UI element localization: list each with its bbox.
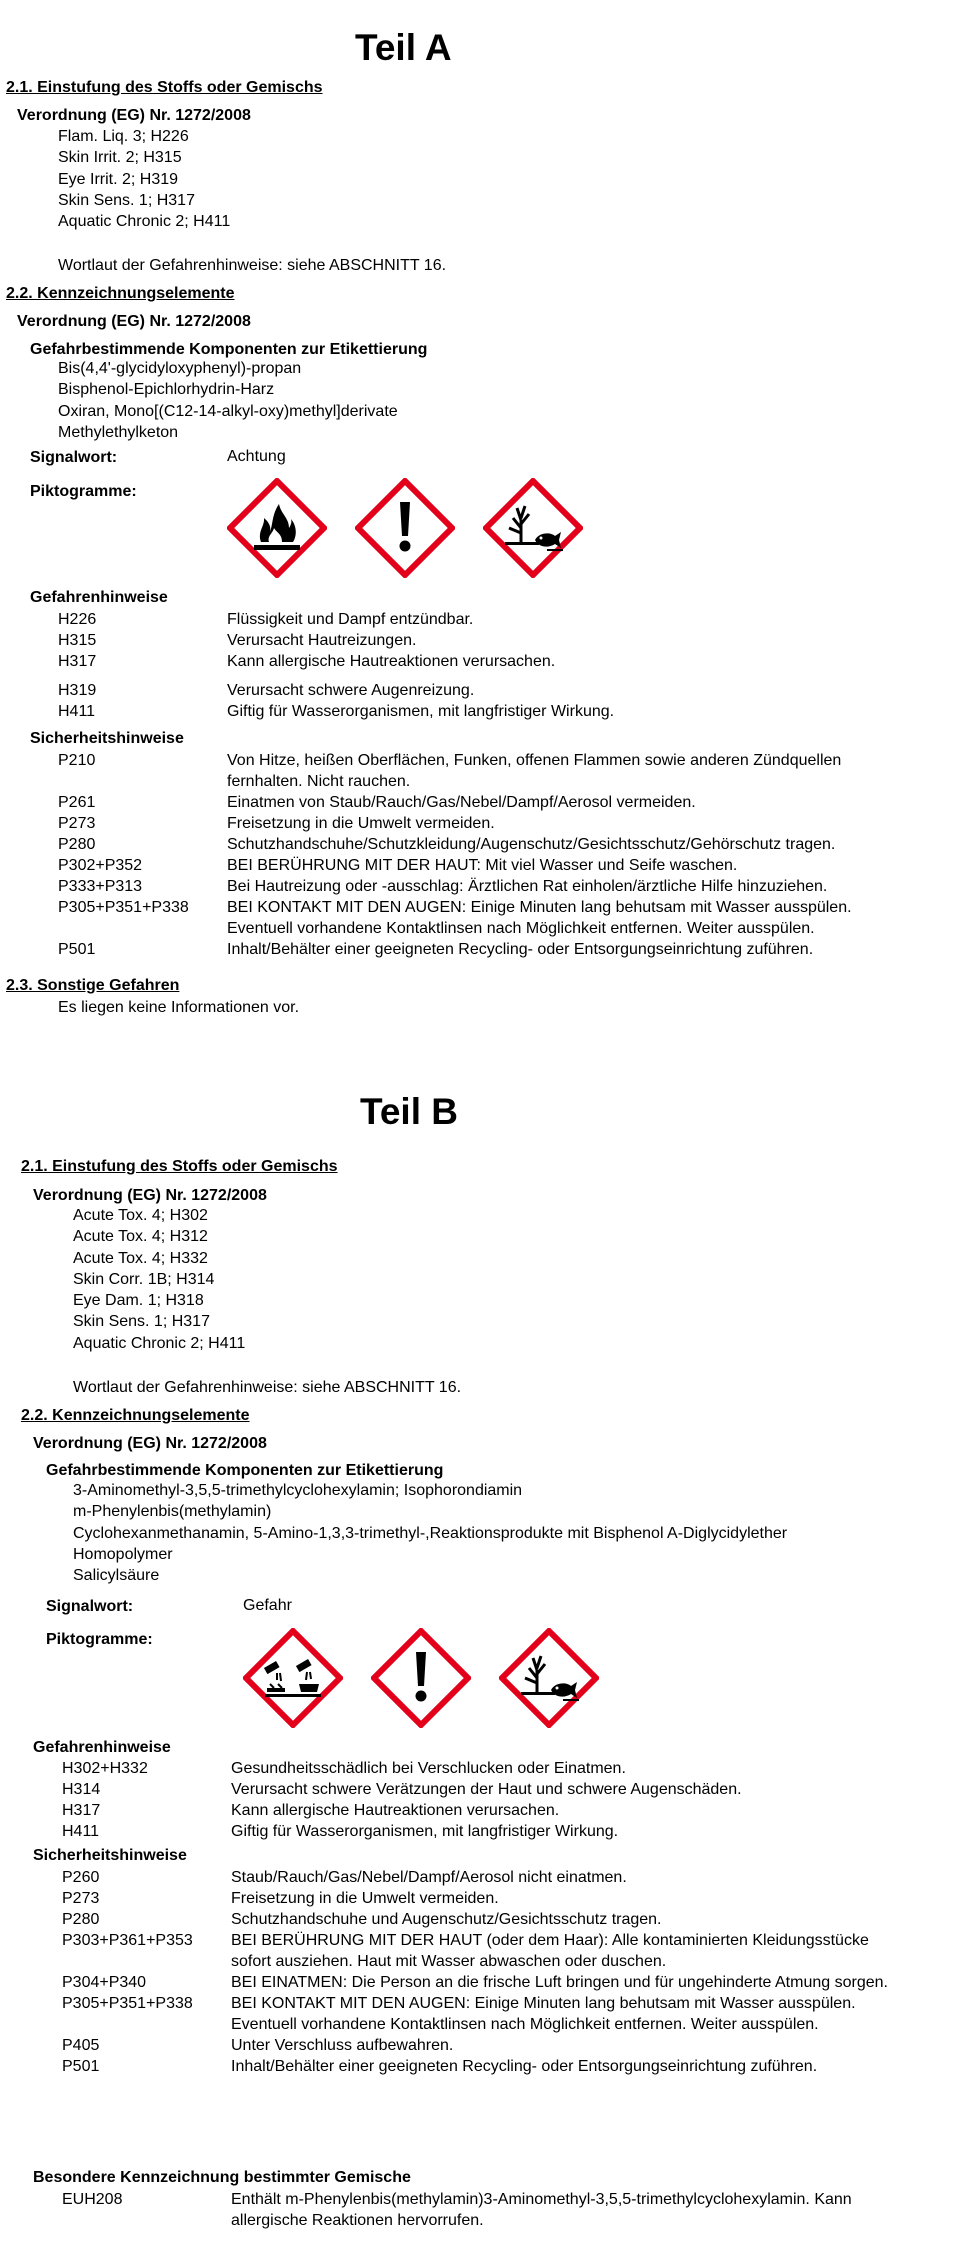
hazard-text: Kann allergische Hautreaktionen verursachen. [227, 653, 556, 670]
environment-pictogram-icon [483, 478, 583, 578]
precaution-code: P302+P352 [58, 857, 143, 874]
precaution-code: P210 [58, 752, 96, 769]
hazard-statement-row [62, 1821, 902, 1842]
hazard-code: H411 [58, 703, 96, 720]
classification-item: Acute Tox. 4; H312 [73, 1228, 208, 1246]
section-2-2-heading: 2.2. Kennzeichnungselemente [6, 285, 235, 302]
special-labelling-heading: Besondere Kennzeichnung bestimmter Gemische [33, 2169, 411, 2186]
component-item: Homopolymer [73, 1545, 173, 1563]
classification-item: Aquatic Chronic 2; H411 [73, 1334, 246, 1352]
precaution-row [58, 855, 898, 876]
corrosion-pictogram-icon [243, 1628, 343, 1728]
signal-word-value: Achtung [227, 448, 286, 465]
precaution-row [62, 2056, 902, 2077]
hazard-text: Kann allergische Hautreaktionen verursachen. [231, 1802, 560, 1819]
hazard-statement-row [58, 680, 898, 701]
classification-item: Aquatic Chronic 2; H411 [58, 213, 231, 231]
hazard-code: H314 [62, 1781, 101, 1798]
precaution-text: Inhalt/Behälter einer geeigneten Recycling- oder Entsorgungseinrichtung zuführen. [231, 2058, 818, 2075]
regulation-label: Verordnung (EG) Nr. 1272/2008 [33, 1435, 267, 1452]
precaution-row [62, 2035, 902, 2056]
precaution-text: Von Hitze, heißen Oberflächen, Funken, offenen Flammen sowie anderen Zündquellen fernhalten. Nicht rauchen. [227, 752, 842, 790]
classification-item: Skin Irrit. 2; H315 [58, 149, 182, 167]
environment-pictogram-icon [499, 1628, 599, 1728]
hazard-code: H317 [62, 1802, 101, 1819]
precaution-row [58, 813, 898, 834]
hazard-text: Verursacht schwere Augenreizung. [227, 682, 475, 699]
special-labelling-row [62, 2189, 902, 2231]
precaution-code: P305+P351+P338 [62, 1995, 193, 2012]
component-item: 3-Aminomethyl-3,5,5-trimethylcyclohexylamin; Isophorondiamin [73, 1482, 523, 1499]
hazard-statement-row [58, 609, 898, 630]
hazard-statement-row [62, 1758, 902, 1779]
precaution-text: BEI KONTAKT MIT DEN AUGEN: Einige Minuten lang behutsam mit Wasser ausspülen. Eventuell vorhandene Kontaktlinsen nach Möglichkeit entfernen. Weiter ausspülen. [227, 899, 852, 937]
component-item: Cyclohexanmethanamin, 5-Amino-1,3,3-trimethyl-,Reaktionsprodukte mit Bisphenol A-Diglycidylether [73, 1524, 788, 1542]
precaution-text: BEI BERÜHRUNG MIT DER HAUT: Mit viel Wasser und Seife waschen. [227, 857, 738, 874]
classification-item: Eye Irrit. 2; H319 [58, 170, 179, 188]
precaution-text: Freisetzung in die Umwelt vermeiden. [227, 815, 495, 832]
section-2-1-heading: 2.1. Einstufung des Stoffs oder Gemischs [21, 1158, 338, 1175]
hazard-code: H411 [62, 1823, 100, 1840]
component-item: Bis(4,4'-glycidyloxyphenyl)-propan [58, 360, 302, 377]
section-2-1-heading: 2.1. Einstufung des Stoffs oder Gemischs [6, 79, 323, 96]
hazard-statement-row [62, 1800, 902, 1821]
hazard-text: Verursacht schwere Verätzungen der Haut und schwere Augenschäden. [231, 1781, 742, 1798]
hazard-code: H319 [58, 682, 97, 699]
precaution-text: Unter Verschluss aufbewahren. [231, 2037, 454, 2054]
hazard-code: H317 [58, 653, 97, 670]
hazard-statements-heading: Gefahrenhinweise [33, 1739, 171, 1756]
precautionary-statements-heading: Sicherheitshinweise [30, 730, 184, 747]
regulation-label: Verordnung (EG) Nr. 1272/2008 [17, 313, 251, 330]
precaution-code: P273 [58, 815, 96, 832]
precautionary-statements [58, 750, 898, 960]
classification-item: Acute Tox. 4; H332 [73, 1249, 208, 1267]
classification-item: Flam. Liq. 3; H226 [58, 128, 189, 145]
special-labelling [62, 2189, 902, 2231]
precaution-code: P305+P351+P338 [58, 899, 189, 916]
precaution-text: Bei Hautreizung oder -ausschlag: Ärztlichen Rat einholen/ärztliche Hilfe hinzuziehen. [227, 878, 828, 895]
precaution-text: Staub/Rauch/Gas/Nebel/Dampf/Aerosol nicht einatmen. [231, 1869, 627, 1886]
part-a-title: Teil A [355, 27, 452, 68]
precaution-text: Inhalt/Behälter einer geeigneten Recycling- oder Entsorgungseinrichtung zuführen. [227, 941, 814, 958]
section-2-3-heading: 2.3. Sonstige Gefahren [6, 977, 180, 994]
precaution-row [58, 792, 898, 813]
precaution-text: Freisetzung in die Umwelt vermeiden. [231, 1890, 499, 1907]
precaution-row [62, 1909, 902, 1930]
hazard-code: H302+H332 [62, 1760, 148, 1777]
precaution-text: Schutzhandschuhe und Augenschutz/Gesichtsschutz tragen. [231, 1911, 662, 1928]
hazard-text: Verursacht Hautreizungen. [227, 632, 417, 649]
precaution-text: Schutzhandschuhe/Schutzkleidung/Augenschutz/Gesichtsschutz/Gehörschutz tragen. [227, 836, 836, 853]
precaution-code: P280 [58, 836, 96, 853]
classification-item: Acute Tox. 4; H302 [73, 1207, 208, 1224]
exclamation-pictogram-icon [355, 478, 455, 578]
signal-word-label: Signalwort: [46, 1598, 134, 1615]
flame-pictogram-icon [227, 478, 327, 578]
special-code: EUH208 [62, 2191, 123, 2208]
hazard-wording-note: Wortlaut der Gefahrenhinweise: siehe ABSCHNITT 16. [73, 1379, 462, 1396]
precaution-row [62, 1867, 902, 1888]
other-hazards-text: Es liegen keine Informationen vor. [58, 999, 300, 1016]
components-heading: Gefahrbestimmende Komponenten zur Etikettierung [30, 341, 428, 358]
hazard-statements-heading: Gefahrenhinweise [30, 589, 168, 606]
precaution-text: BEI BERÜHRUNG MIT DER HAUT (oder dem Haar): Alle kontaminierten Kleidungsstücke sofort ausziehen. Haut mit Wasser abwaschen oder duschen. [231, 1932, 869, 1970]
precaution-row [62, 1972, 902, 1993]
regulation-label: Verordnung (EG) Nr. 1272/2008 [17, 107, 251, 124]
classification-item: Skin Sens. 1; H317 [73, 1313, 210, 1331]
hazard-statement-row [58, 651, 898, 672]
hazard-text: Flüssigkeit und Dampf entzündbar. [227, 611, 474, 628]
hazard-code: H226 [58, 611, 97, 628]
exclamation-pictogram-icon [371, 1628, 471, 1728]
hazard-statements [62, 1758, 902, 1842]
component-item: Bisphenol-Epichlorhydrin-Harz [58, 381, 275, 399]
precaution-row [58, 897, 898, 939]
classification-list [58, 126, 230, 232]
precaution-row [58, 876, 898, 897]
components-heading: Gefahrbestimmende Komponenten zur Etikettierung [46, 1462, 444, 1479]
hazard-text: Giftig für Wasserorganismen, mit langfristiger Wirkung. [227, 703, 615, 720]
classification-item: Skin Corr. 1B; H314 [73, 1270, 215, 1288]
classification-item: Eye Dam. 1; H318 [73, 1292, 204, 1310]
precaution-row [58, 834, 898, 855]
precautionary-statements [62, 1867, 902, 2077]
component-item: Oxiran, Mono[(C12-14-alkyl-oxy)methyl]derivate [58, 402, 398, 420]
precaution-code: P273 [62, 1890, 100, 1907]
component-item: m-Phenylenbis(methylamin) [73, 1503, 272, 1521]
section-2-2-heading: 2.2. Kennzeichnungselemente [21, 1407, 250, 1424]
part-b-title: Teil B [360, 1091, 458, 1132]
precaution-row [62, 1888, 902, 1909]
signal-word-value: Gefahr [243, 1597, 292, 1614]
precaution-row [62, 1993, 902, 2035]
hazard-statements [58, 609, 898, 722]
precaution-code: P405 [62, 2037, 100, 2054]
precaution-code: P501 [62, 2058, 100, 2075]
precaution-code: P261 [58, 794, 96, 811]
regulation-label: Verordnung (EG) Nr. 1272/2008 [33, 1187, 267, 1204]
hazard-text: Gesundheitsschädlich bei Verschlucken oder Einatmen. [231, 1760, 626, 1777]
precaution-text: Einatmen von Staub/Rauch/Gas/Nebel/Dampf/Aerosol vermeiden. [227, 794, 696, 811]
precaution-code: P260 [62, 1869, 100, 1886]
precaution-code: P303+P361+P353 [62, 1932, 193, 1949]
precaution-text: BEI KONTAKT MIT DEN AUGEN: Einige Minuten lang behutsam mit Wasser ausspülen. Eventuell vorhandene Kontaktlinsen nach Möglichkeit entfernen. Weiter ausspülen. [231, 1995, 856, 2033]
pictograms-label: Piktogramme: [46, 1631, 153, 1648]
hazard-statement-row [58, 630, 898, 651]
classification-item: Skin Sens. 1; H317 [58, 191, 195, 209]
special-text: Enthält m-Phenylenbis(methylamin)3-Aminomethyl-3,5,5-trimethylcyclohexylamin. Kann allergische Reaktionen hervorrufen. [231, 2191, 852, 2229]
components-list [58, 358, 398, 443]
precautionary-statements-heading: Sicherheitshinweise [33, 1847, 187, 1864]
precaution-code: P304+P340 [62, 1974, 147, 1991]
hazard-statement-row [62, 1779, 902, 1800]
precaution-text: BEI EINATMEN: Die Person an die frische Luft bringen und für ungehinderte Atmung sorgen. [231, 1974, 888, 1991]
pictograms-label: Piktogramme: [30, 483, 137, 500]
hazard-wording-note: Wortlaut der Gefahrenhinweise: siehe ABSCHNITT 16. [58, 257, 447, 274]
hazard-statement-row [58, 701, 898, 722]
precaution-code: P333+P313 [58, 878, 143, 895]
precaution-code: P280 [62, 1911, 100, 1928]
component-item: Methylethylketon [58, 423, 179, 441]
precaution-row [58, 939, 898, 960]
components-list [73, 1480, 787, 1586]
hazard-text: Giftig für Wasserorganismen, mit langfristiger Wirkung. [231, 1823, 619, 1840]
precaution-row [62, 1930, 902, 1972]
classification-list [73, 1205, 245, 1354]
component-item: Salicylsäure [73, 1567, 160, 1585]
precaution-row [58, 750, 898, 792]
precaution-code: P501 [58, 941, 96, 958]
hazard-code: H315 [58, 632, 97, 649]
signal-word-label: Signalwort: [30, 449, 118, 466]
